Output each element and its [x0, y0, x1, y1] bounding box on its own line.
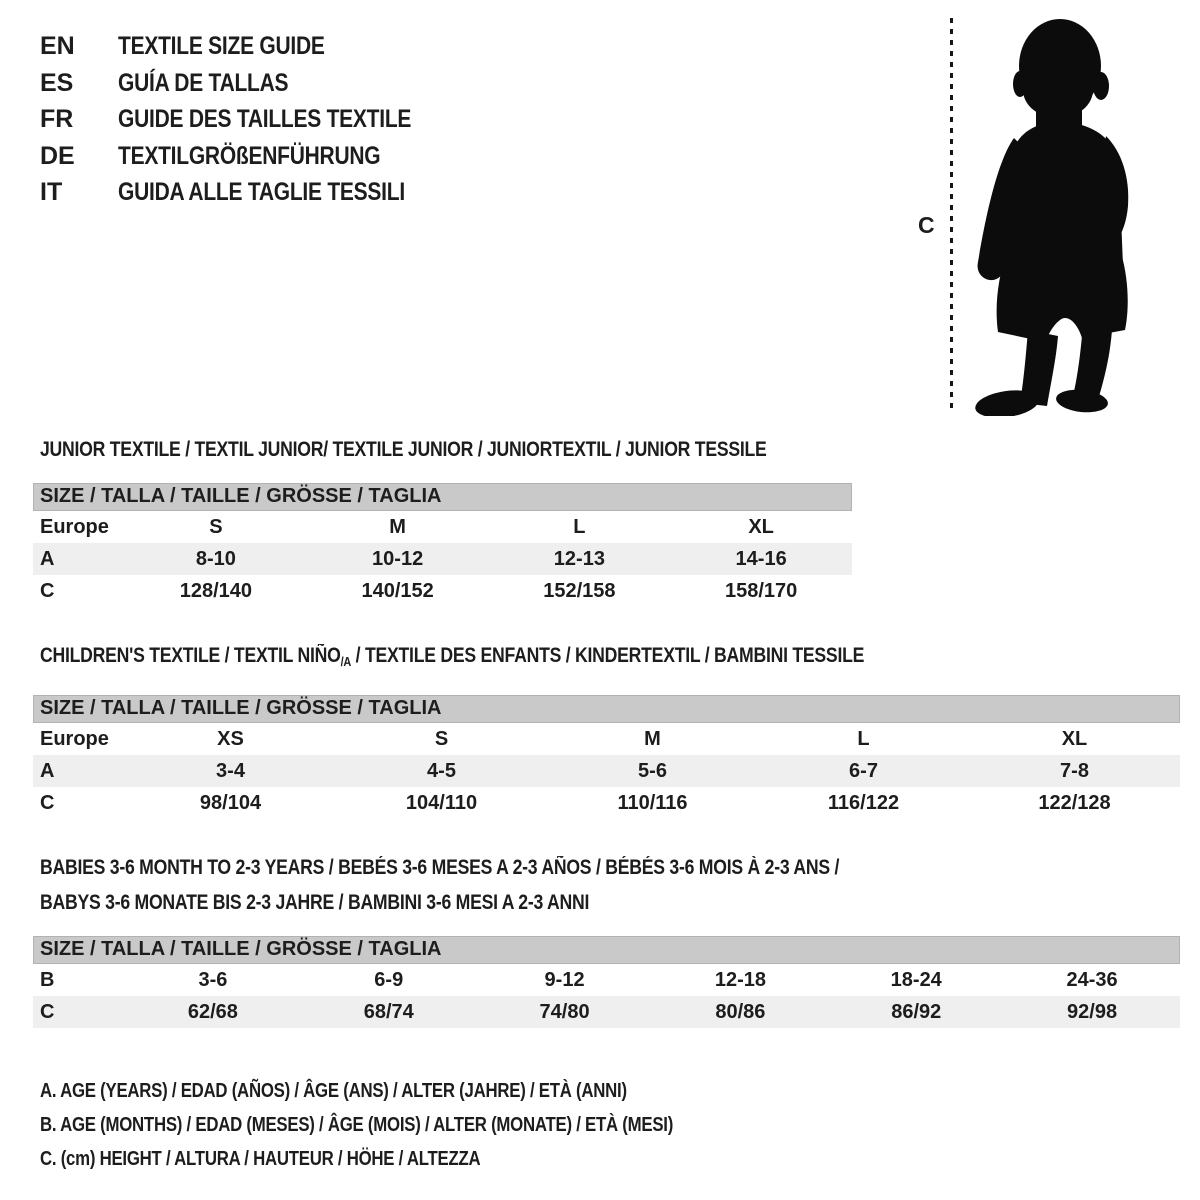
junior-section-title: JUNIOR TEXTILE / TEXTIL JUNIOR/ TEXTILE JUNIOR / JUNIORTEXTIL / JUNIOR TESSILE — [40, 438, 767, 461]
table-cell: XL — [1061, 728, 1088, 750]
language-title-list — [40, 28, 467, 211]
table-row — [33, 964, 1180, 996]
language-title: GUIDA ALLE TAGLIE TESSILI — [118, 178, 405, 206]
table-row — [33, 543, 852, 575]
table-cell: 92/98 — [1067, 1001, 1118, 1023]
table-cell: 128/140 — [179, 580, 253, 602]
babies-size-header-bar: SIZE / TALLA / TAILLE / GRÖSSE / TAGLIA — [33, 936, 1180, 964]
table-cell: 116/122 — [827, 792, 900, 814]
size-guide-content — [33, 430, 1180, 1176]
table-cell: 6-7 — [849, 760, 878, 782]
junior-table — [33, 511, 1180, 607]
table-cell: 80/86 — [715, 1001, 766, 1023]
table-row — [33, 996, 1180, 1028]
language-title: GUIDE DES TAILLES TEXTILE — [118, 105, 412, 133]
language-code: IT — [40, 178, 63, 206]
row-label: C — [40, 580, 55, 602]
table-cell: 12-18 — [714, 969, 766, 991]
table-cell: 68/74 — [363, 1001, 414, 1023]
table-cell: 140/152 — [361, 580, 434, 602]
table-cell: XL — [748, 516, 774, 538]
table-cell: 5-6 — [638, 760, 667, 782]
footnote-height-cm: C. (cm) HEIGHT / ALTURA / HAUTEUR / HÖHE / ALTEZZA — [40, 1148, 481, 1170]
table-cell: M — [644, 728, 661, 750]
language-code: EN — [40, 32, 75, 60]
title-subscript: /A — [340, 654, 352, 669]
table-cell: 74/80 — [539, 1001, 590, 1023]
table-row — [33, 575, 852, 607]
height-dashed-line — [950, 18, 953, 414]
language-code: DE — [40, 141, 75, 170]
table-cell: 104/110 — [405, 792, 478, 814]
row-label: A — [40, 548, 55, 570]
table-cell: 12-13 — [553, 548, 605, 570]
row-label: B — [40, 969, 55, 991]
table-cell: 3-6 — [198, 969, 228, 991]
table-row — [33, 511, 852, 543]
table-cell: 98/104 — [199, 792, 262, 814]
table-cell: 7-8 — [1060, 760, 1089, 782]
table-cell: 18-24 — [890, 969, 942, 991]
language-code: FR — [40, 105, 74, 133]
height-measure-label: C — [918, 212, 935, 238]
table-cell: 9-12 — [544, 969, 585, 991]
footnotes — [40, 1074, 1180, 1176]
table-cell: S — [434, 728, 449, 750]
table-cell: 62/68 — [187, 1001, 238, 1023]
table-row — [33, 723, 1180, 755]
table-cell: 4-5 — [427, 760, 456, 782]
table-cell: 122/128 — [1038, 792, 1111, 814]
row-label: C — [40, 1001, 55, 1023]
language-title: TEXTILGRÖßENFÜHRUNG — [118, 141, 381, 170]
footnote-age-years: A. AGE (YEARS) / EDAD (AÑOS) / ÂGE (ANS) / ALTER (JAHRE) / ETÀ (ANNI) — [40, 1080, 627, 1102]
footnote-age-months: B. AGE (MONTHS) / EDAD (MESES) / ÂGE (MOIS) / ALTER (MONATE) / ETÀ (MESI) — [40, 1114, 674, 1136]
babies-table — [33, 964, 1180, 1028]
language-title: TEXTILE SIZE GUIDE — [118, 32, 325, 60]
babies-section-title: BABIES 3-6 MONTH TO 2-3 YEARS / BEBÉS 3-6 MESES A 2-3 AÑOS / BÉBÉS 3-6 MOIS À 2-3 ANS / BABYS 3-6 MONATE BIS 2-3 JAHRE / BAMBINI 3-6 MESI A 2-3 ANNI — [40, 856, 840, 914]
table-cell: S — [209, 516, 223, 538]
table-cell: 110/116 — [617, 792, 688, 814]
table-cell: 6-9 — [374, 969, 404, 991]
junior-size-header-bar: SIZE / TALLA / TAILLE / GRÖSSE / TAGLIA — [33, 483, 852, 511]
toddler-silhouette-figure — [918, 14, 1142, 416]
table-row — [33, 787, 1180, 819]
row-label: Europe — [40, 728, 109, 750]
table-row — [33, 755, 1180, 787]
language-title: GUÍA DE TALLAS — [118, 68, 289, 97]
table-cell: 8-10 — [195, 548, 236, 570]
row-label: Europe — [40, 516, 109, 538]
table-cell: XS — [217, 728, 244, 750]
children-section-title: CHILDREN'S TEXTILE / TEXTIL NIÑO/A / TEXTILE DES ENFANTS / KINDERTEXTIL / BAMBINI TESSILE — [40, 644, 865, 669]
table-cell: 3-4 — [216, 760, 245, 782]
row-label: C — [40, 792, 55, 814]
language-code: ES — [40, 68, 74, 97]
toddler-silhouette-icon — [970, 14, 1142, 416]
table-cell: 14-16 — [735, 548, 787, 570]
table-cell: 86/92 — [891, 1001, 942, 1023]
table-cell: 10-12 — [372, 548, 424, 570]
table-cell: L — [573, 516, 586, 538]
children-size-header-bar: SIZE / TALLA / TAILLE / GRÖSSE / TAGLIA — [33, 695, 1180, 723]
row-label: A — [40, 760, 55, 782]
table-cell: M — [389, 516, 406, 538]
table-cell: 158/170 — [724, 580, 798, 602]
table-cell: 24-36 — [1066, 969, 1118, 991]
table-cell: 152/158 — [543, 580, 616, 602]
table-cell: L — [857, 728, 870, 750]
children-table — [33, 723, 1180, 819]
